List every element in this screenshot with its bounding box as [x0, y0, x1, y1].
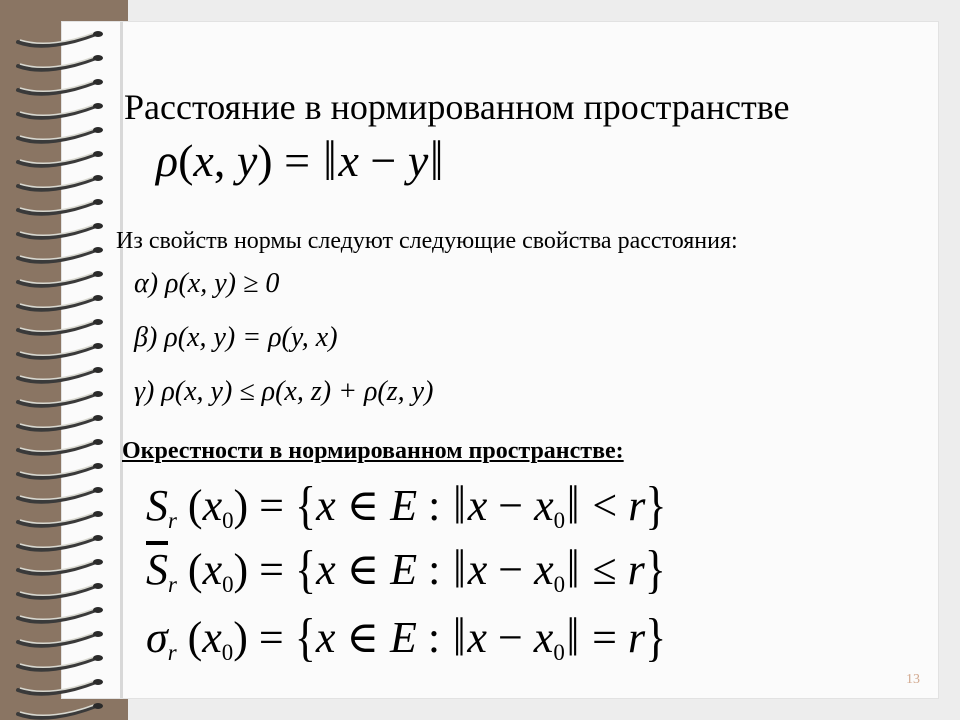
neighborhood-relation: = [592, 613, 617, 662]
property-label: γ) [134, 376, 155, 407]
closed-ball-formula: $\overline{S}_r$ (x0) = {x ∈ E : ‖x − x0‖ ≤ r} [146, 538, 666, 601]
neighborhood-heading: Окрестности в нормированном пространстве: [122, 438, 624, 464]
binding-ring [18, 247, 103, 262]
property-formula: ρ(x, y) ≤ ρ(x, z) + ρ(z, y) [161, 376, 434, 407]
neighborhood-radius: r [627, 545, 645, 594]
neighborhood-radius: r [627, 613, 646, 662]
binding-ring [18, 271, 103, 286]
spiral-binding-rings-icon [0, 0, 128, 720]
binding-ring [18, 559, 103, 574]
properties-intro: Из свойств нормы следуют следующие свойства расстояния: [116, 228, 738, 254]
open-ball-formula: $S_r$ (x0) = {x ∈ E : ‖x − x0‖ < r} [146, 474, 667, 537]
neighborhood-subscript: r [167, 640, 177, 665]
binding-ring [18, 463, 103, 478]
sphere-formula: $\sigma_r$ (x0) = {x ∈ E : ‖x − x0‖ = r} [146, 606, 667, 669]
binding-ring [18, 631, 103, 646]
binding-ring [18, 415, 103, 430]
binding-ring [18, 295, 103, 310]
property-formula: ρ(x, y) = ρ(y, x) [164, 322, 338, 353]
distance-formula: ρ(x, y) = ‖x − y‖ [156, 128, 444, 193]
binding-ring [18, 319, 103, 334]
binding-ring [18, 79, 103, 94]
slide-title: Расстояние в нормированном пространстве [124, 87, 790, 127]
property-formula: ρ(x, y) ≥ 0 [165, 268, 280, 299]
binding-ring [18, 127, 103, 142]
binding-ring [18, 199, 103, 214]
binding-ring [18, 439, 103, 454]
binding-ring [18, 703, 103, 718]
binding-ring [18, 151, 103, 166]
binding-ring [18, 607, 103, 622]
neighborhood-symbol: S [146, 481, 168, 530]
property-alpha [134, 268, 279, 300]
binding-ring [18, 55, 103, 70]
binding-ring [18, 343, 103, 358]
neighborhood-symbol: $\overline{S}$ [146, 545, 168, 594]
binding-ring [18, 103, 103, 118]
neighborhood-radius: r [628, 481, 646, 530]
property-gamma [134, 376, 433, 408]
page-number: 13 [906, 672, 920, 687]
neighborhood-relation: ≤ [592, 545, 617, 594]
binding-ring [18, 175, 103, 190]
neighborhood-relation: < [592, 481, 618, 530]
binding-ring [18, 391, 103, 406]
neighborhood-subscript: r [168, 572, 177, 597]
neighborhood-symbol: σ [146, 613, 168, 662]
binding-ring [18, 535, 103, 550]
binding-ring [18, 487, 103, 502]
binding-ring [18, 655, 103, 670]
binding-ring [18, 31, 103, 46]
property-label: β) [134, 322, 158, 353]
property-beta [134, 322, 338, 354]
binding-ring [18, 583, 103, 598]
binding-ring [18, 223, 103, 238]
binding-ring [18, 367, 103, 382]
neighborhood-subscript: r [168, 508, 177, 533]
binding-ring [18, 511, 103, 526]
property-label: α) [134, 268, 159, 299]
binding-ring [18, 679, 103, 694]
